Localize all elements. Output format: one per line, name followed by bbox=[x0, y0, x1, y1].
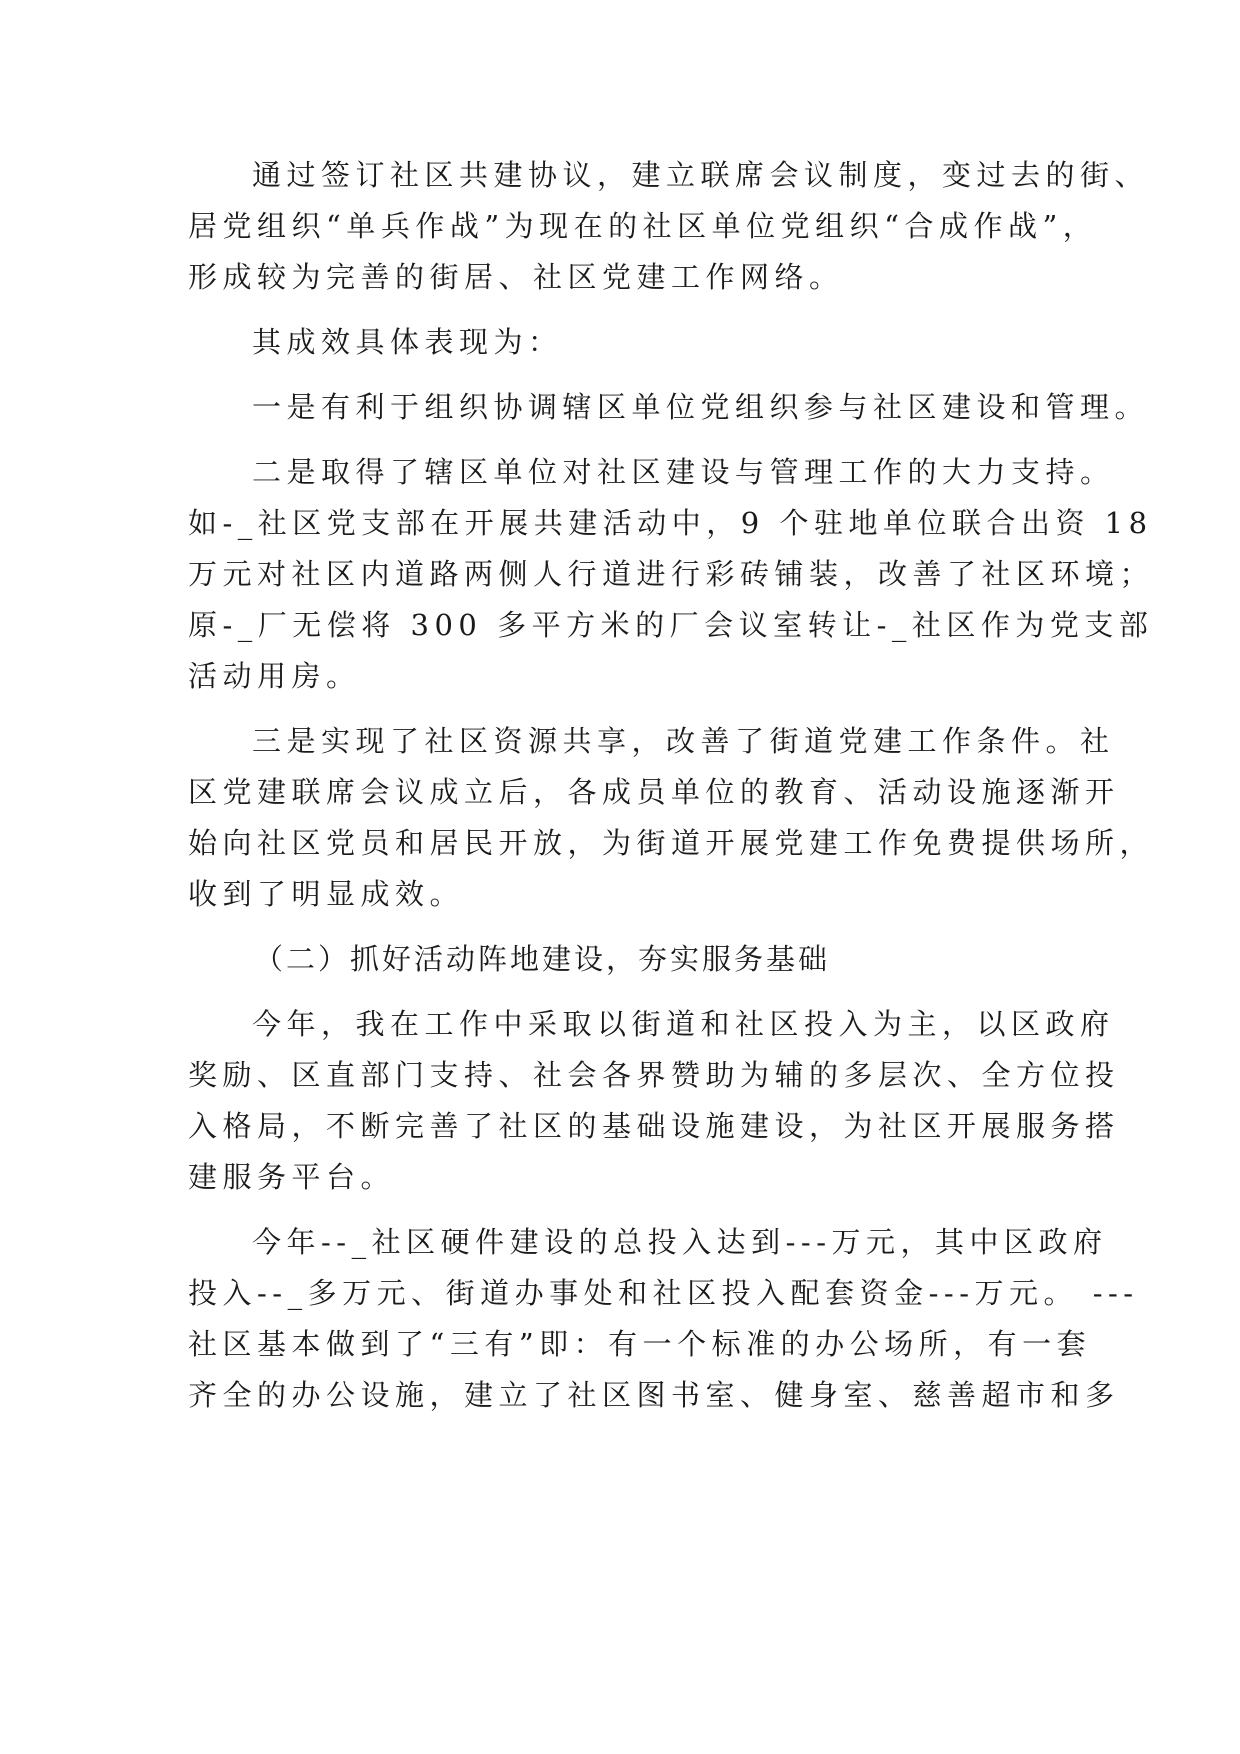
text-line: 区党建联席会议成立后，各成员单位的教育、活动设施逐渐开 bbox=[188, 775, 1120, 809]
paragraph-point-one bbox=[188, 382, 1150, 433]
text-line: 收到了明显成效。 bbox=[188, 877, 465, 911]
heading-line: （二）抓好活动阵地建设，夯实服务基础 bbox=[254, 942, 831, 976]
text-line: 建服务平台。 bbox=[188, 1160, 396, 1194]
text-line: 居党组织“单兵作战”为现在的社区单位党组织“合成作战”， bbox=[188, 209, 1098, 243]
text-line: 二是取得了辖区单位对社区建设与管理工作的大力支持。 bbox=[252, 455, 1115, 489]
paragraph-co-construction-agreement bbox=[188, 150, 1150, 303]
text-line: 原-_厂无偿将 300 多平方米的厂会议室转让-_社区作为党支部 bbox=[188, 608, 1154, 642]
paragraph-hardware-investment bbox=[188, 1217, 1139, 1421]
text-line: 万元对社区内道路两侧人行道进行彩砖铺装，改善了社区环境； bbox=[188, 557, 1155, 591]
section-heading bbox=[188, 934, 1050, 985]
paragraph-investment-pattern bbox=[188, 999, 1120, 1203]
text-line: 活动用房。 bbox=[188, 659, 361, 693]
text-line: 齐全的办公设施，建立了社区图书室、健身室、慈善超市和多 bbox=[188, 1378, 1120, 1412]
text-line: 通过签订社区共建协议，建立联席会议制度，变过去的街、 bbox=[252, 158, 1150, 192]
text-line: 始向社区党员和居民开放，为街道开展党建工作免费提供场所， bbox=[188, 826, 1155, 860]
text-line: 社区基本做到了“三有”即：有一个标准的办公场所，有一套 bbox=[188, 1327, 1092, 1361]
text-line: 奖励、区直部门支持、社会各界赞助为辅的多层次、全方位投 bbox=[188, 1058, 1120, 1092]
text-line: 一是有利于组织协调辖区单位党组织参与社区建设和管理。 bbox=[252, 390, 1150, 424]
paragraph-point-three bbox=[188, 716, 1155, 920]
text-line: 今年--_社区硬件建设的总投入达到---万元，其中区政府 bbox=[252, 1225, 1108, 1259]
text-line: 投入--_多万元、街道办事处和社区投入配套资金---万元。 --- bbox=[188, 1276, 1139, 1310]
paragraph-point-two bbox=[188, 447, 1155, 702]
text-line: 入格局，不断完善了社区的基础设施建设，为社区开展服务搭 bbox=[188, 1109, 1120, 1143]
text-line: 今年，我在工作中采取以街道和社区投入为主，以区政府 bbox=[252, 1007, 1115, 1041]
text-line: 其成效具体表现为： bbox=[252, 325, 563, 359]
document-body bbox=[188, 150, 1155, 1435]
paragraph-results-intro bbox=[188, 317, 1050, 368]
text-line: 如-_社区党支部在开展共建活动中，9 个驻地单位联合出资 18 bbox=[188, 506, 1153, 540]
text-line: 形成较为完善的街居、社区党建工作网络。 bbox=[188, 260, 844, 294]
text-line: 三是实现了社区资源共享，改善了街道党建工作条件。社 bbox=[252, 724, 1115, 758]
